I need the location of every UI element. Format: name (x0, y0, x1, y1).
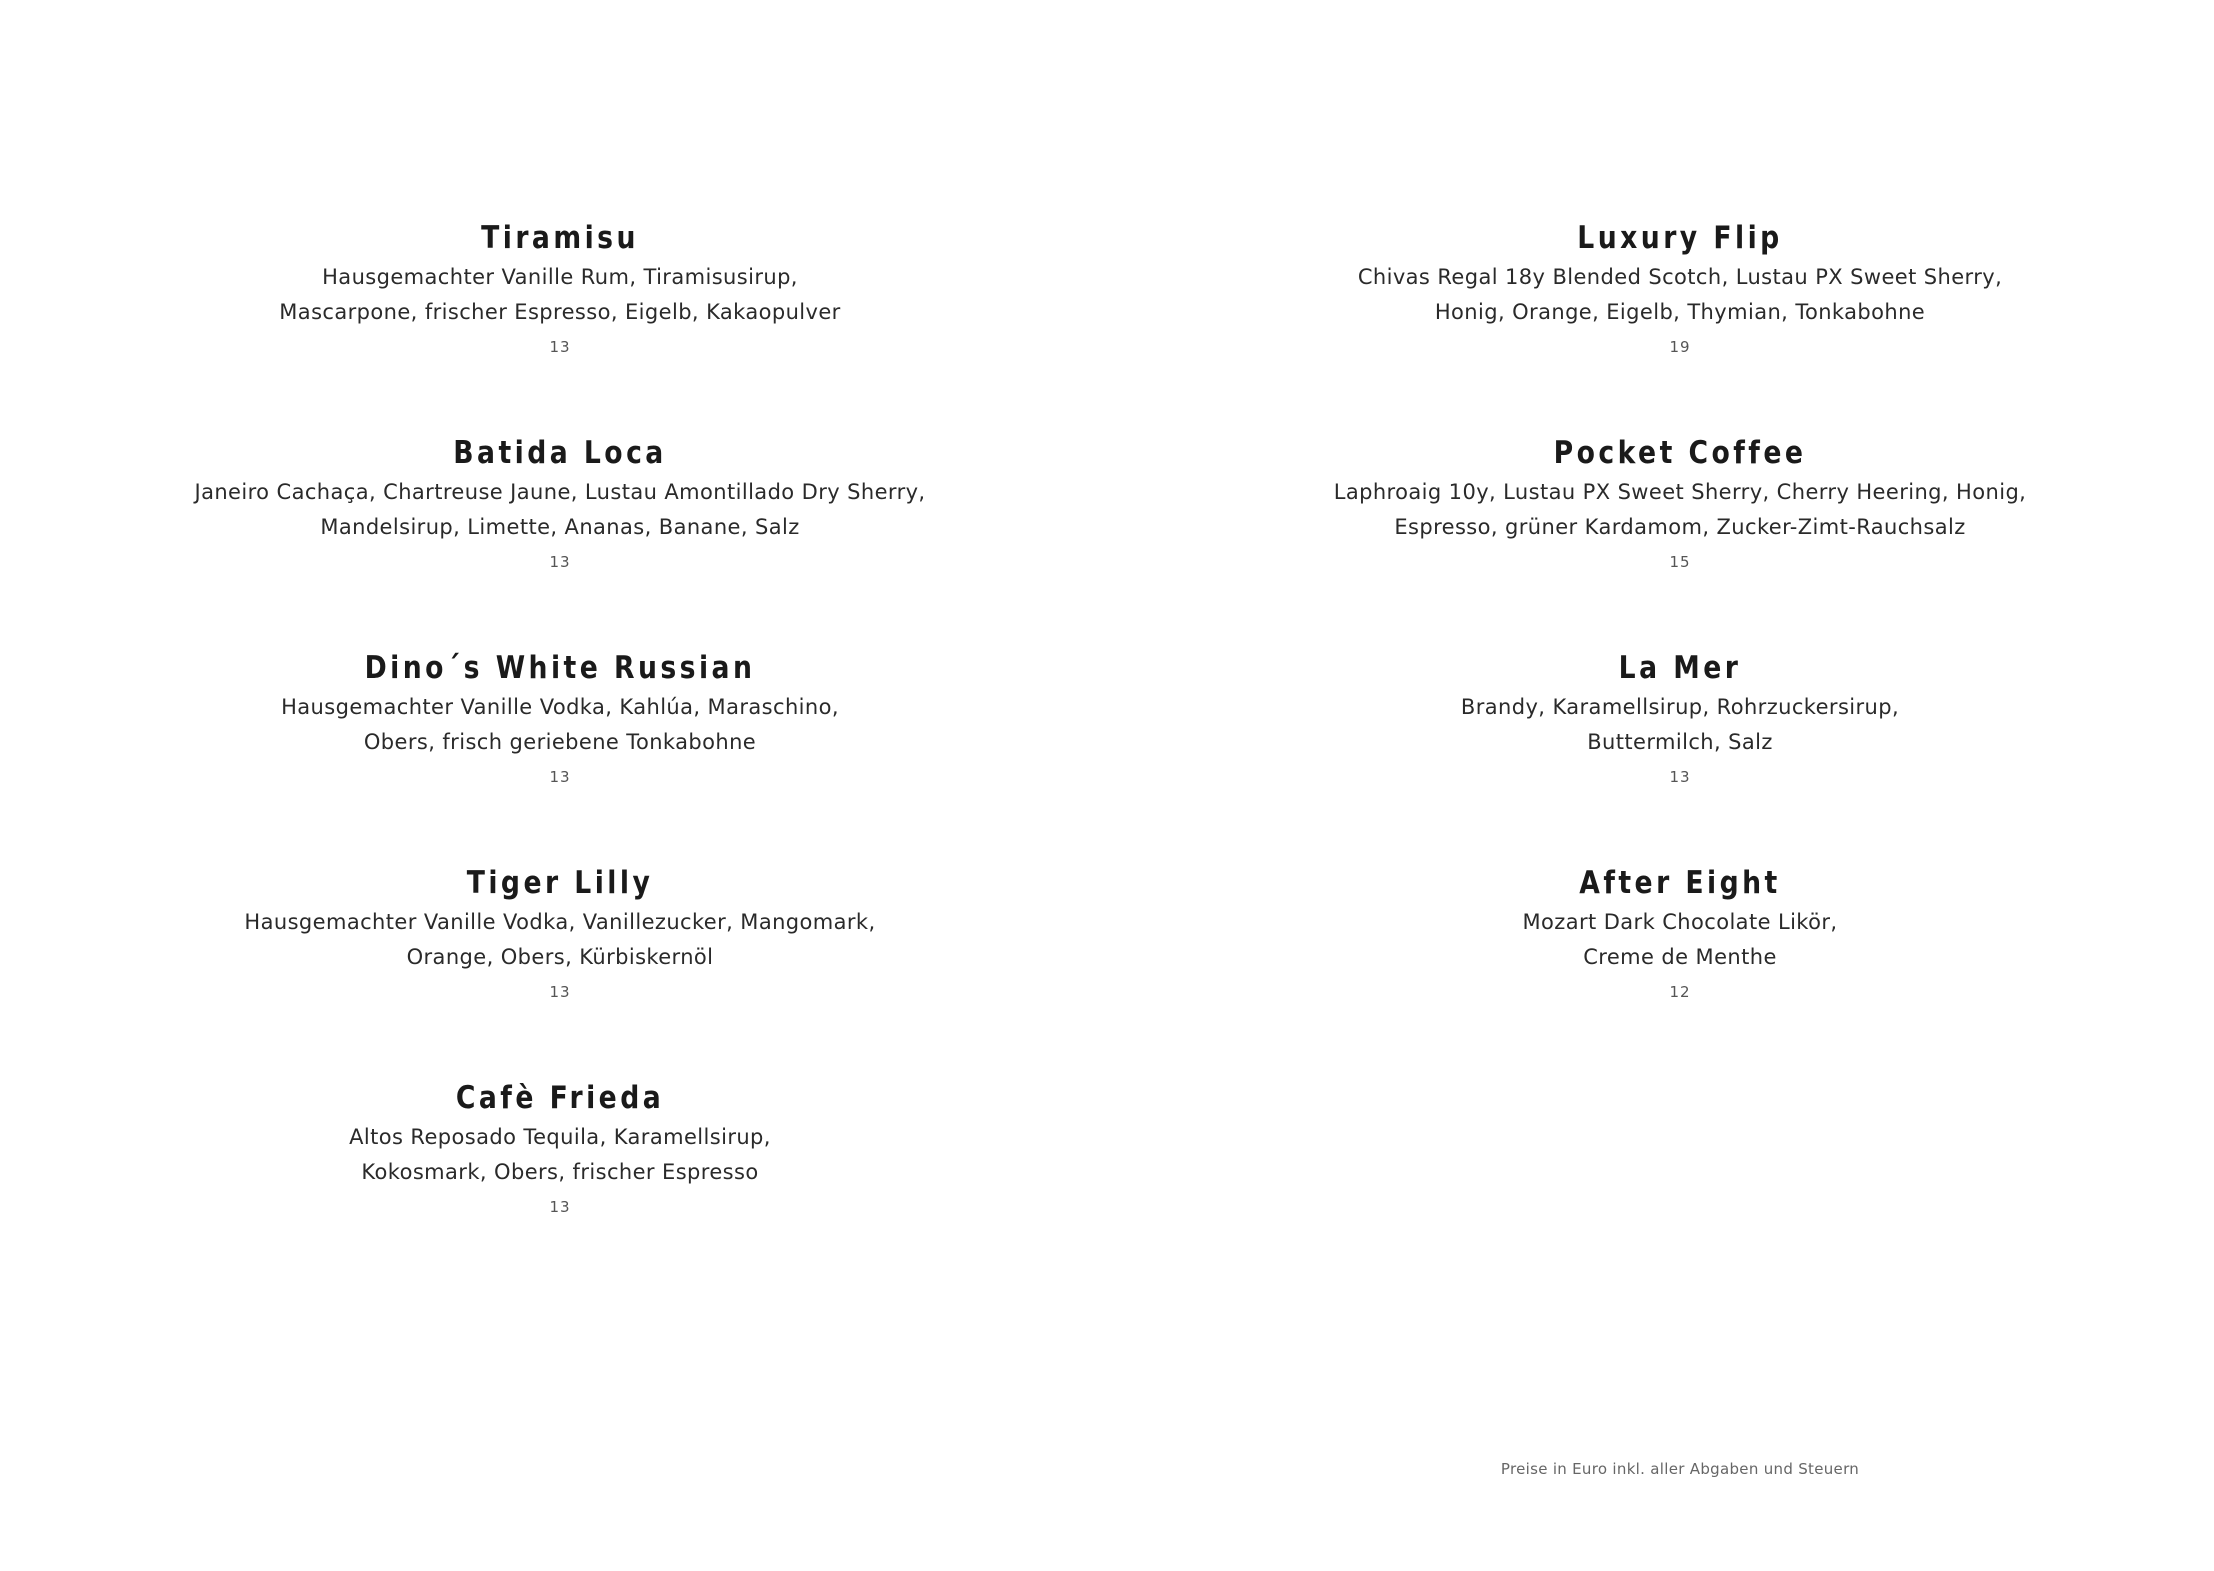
menu-item-dinos-white-russian (60, 648, 1060, 863)
menu-item-description-line: Chivas Regal 18y Blended Scotch, Lustau PX Sweet Sherry, (1357, 265, 2003, 289)
menu-item-description-line: Espresso, grüner Kardamom, Zucker-Zimt-Rauchsalz (1394, 515, 1966, 539)
menu-item-description-line: Kokosmark, Obers, frischer Espresso (361, 1160, 759, 1184)
menu-column-right (1180, 218, 2180, 1078)
menu-item-description-line: Brandy, Karamellsirup, Rohrzuckersirup, (1460, 695, 1900, 719)
menu-item-name: After Eight (1579, 865, 1781, 901)
menu-item-description-line: Laphroaig 10y, Lustau PX Sweet Sherry, Cherry Heering, Honig, (1333, 480, 2027, 504)
menu-item-la-mer (1180, 648, 2180, 863)
menu-item-description-line: Creme de Menthe (1583, 945, 1777, 969)
menu-item-luxury-flip (1180, 218, 2180, 433)
menu-item-after-eight (1180, 863, 2180, 1078)
menu-item-price: 13 (549, 1198, 571, 1216)
menu-item-description (60, 475, 1060, 545)
menu-item-pocket-coffee (1180, 433, 2180, 648)
menu-item-batida-loca (60, 433, 1060, 648)
menu-item-description-line: Mascarpone, frischer Espresso, Eigelb, Kakaopulver (279, 300, 841, 324)
menu-item-cafe-frieda (60, 1078, 1060, 1293)
menu-item-description-line: Buttermilch, Salz (1587, 730, 1773, 754)
menu-item-description-line: Hausgemachter Vanille Vodka, Vanillezucker, Mangomark, (244, 910, 876, 934)
menu-item-price: 13 (549, 983, 571, 1001)
menu-item-name: Tiramisu (481, 220, 639, 256)
menu-item-description (60, 260, 1060, 330)
menu-item-price: 13 (549, 553, 571, 571)
menu-item-price: 19 (1669, 338, 1691, 356)
menu-item-name: Dino´s White Russian (364, 650, 756, 686)
menu-item-name: Tiger Lilly (466, 865, 654, 901)
menu-item-name: Batida Loca (453, 435, 667, 471)
menu-item-description-line: Honig, Orange, Eigelb, Thymian, Tonkabohne (1434, 300, 1926, 324)
menu-item-description (60, 1120, 1060, 1190)
menu-item-price: 15 (1669, 553, 1691, 571)
menu-item-name: Pocket Coffee (1553, 435, 1807, 471)
menu-item-name: Luxury Flip (1577, 220, 1783, 256)
menu-item-description-line: Altos Reposado Tequila, Karamellsirup, (349, 1125, 771, 1149)
menu-item-description-line: Hausgemachter Vanille Rum, Tiramisusirup, (322, 265, 798, 289)
menu-item-description (1180, 475, 2180, 545)
menu-item-description-line: Janeiro Cachaça, Chartreuse Jaune, Lustau Amontillado Dry Sherry, (194, 480, 926, 504)
menu-item-description (1180, 260, 2180, 330)
menu-item-description-line: Obers, frisch geriebene Tonkabohne (363, 730, 757, 754)
price-footnote: Preise in Euro inkl. aller Abgaben und Steuern (1500, 1460, 1860, 1478)
menu-item-price: 13 (549, 768, 571, 786)
menu-item-description (60, 905, 1060, 975)
menu-item-tiramisu (60, 218, 1060, 433)
menu-item-description (1180, 905, 2180, 975)
menu-item-price: 13 (1669, 768, 1691, 786)
menu-item-description-line: Orange, Obers, Kürbiskernöl (406, 945, 714, 969)
menu-item-name: Cafè Frieda (455, 1080, 665, 1116)
menu-item-description-line: Hausgemachter Vanille Vodka, Kahlúa, Maraschino, (281, 695, 839, 719)
menu-item-price: 13 (549, 338, 571, 356)
menu-column-left (60, 218, 1060, 1293)
menu-item-description-line: Mozart Dark Chocolate Likör, (1522, 910, 1838, 934)
menu-item-price: 12 (1669, 983, 1691, 1001)
menu-item-description (60, 690, 1060, 760)
menu-item-name: La Mer (1618, 650, 1742, 686)
menu-item-description-line: Mandelsirup, Limette, Ananas, Banane, Salz (320, 515, 800, 539)
menu-item-tiger-lilly (60, 863, 1060, 1078)
menu-item-description (1180, 690, 2180, 760)
